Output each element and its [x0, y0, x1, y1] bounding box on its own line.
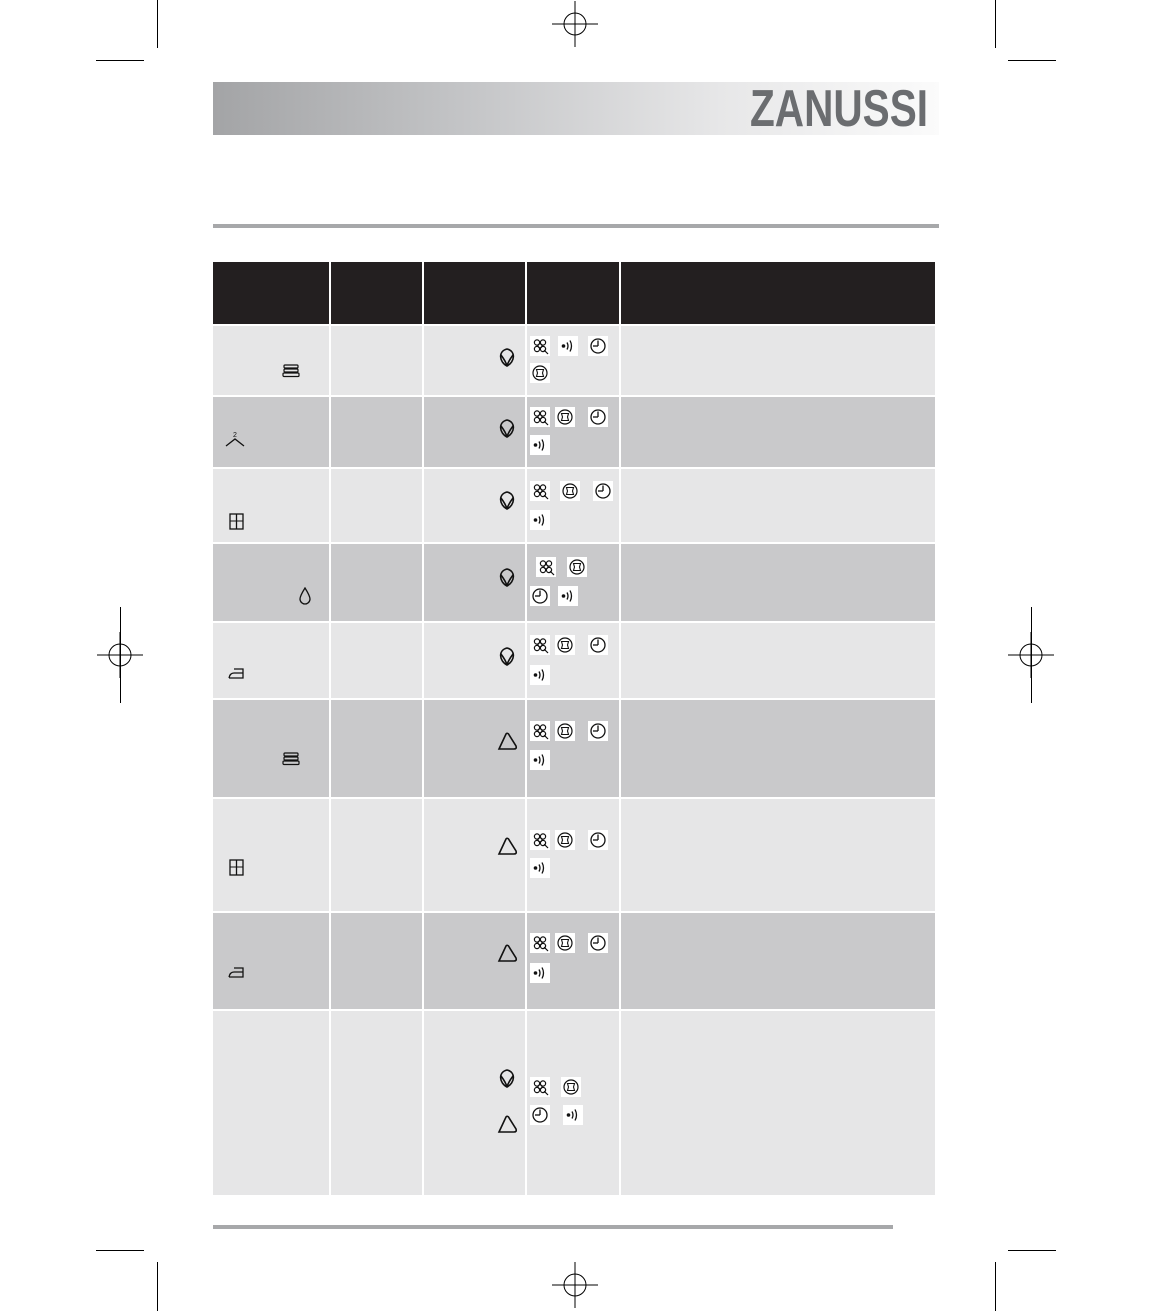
crop-mark-top-left-horizontal [96, 60, 144, 61]
cotton-flower-icon [496, 417, 518, 439]
table-cell-4 [527, 469, 619, 542]
table-cell-4 [527, 623, 619, 698]
delicate-icon [555, 933, 575, 953]
table-row [213, 623, 935, 698]
table-cell-3 [424, 623, 525, 698]
crop-mark-top-right-horizontal [1008, 60, 1056, 61]
table-cell-4 [527, 913, 619, 1009]
buzzer-icon [530, 510, 550, 530]
table-cell-1 [213, 544, 329, 621]
table-cell-3 [424, 326, 525, 395]
crop-mark-bottom-right-horizontal [1008, 1250, 1056, 1251]
table-row [213, 700, 935, 797]
table-row [213, 799, 935, 911]
synthetic-triangle-icon [496, 731, 518, 753]
table-cell-3 [424, 397, 525, 467]
delicate-icon [567, 557, 587, 577]
hanger-icon [224, 430, 246, 448]
table-header-row [213, 262, 935, 324]
timer-icon [588, 830, 608, 850]
table-cell-4 [527, 544, 619, 621]
iron-icon [227, 663, 245, 680]
table-cell-5 [621, 326, 935, 395]
table-cell-2 [331, 799, 422, 911]
table-cell-2 [331, 544, 422, 621]
table-row [213, 326, 935, 395]
table-row [213, 913, 935, 1009]
anti-crease-icon [530, 933, 550, 953]
table-cell-4 [527, 799, 619, 911]
synthetic-triangle-icon [496, 836, 518, 858]
crop-mark-top-left-vertical [157, 0, 158, 48]
registration-mark-bottom [552, 1262, 598, 1308]
timer-icon [588, 336, 608, 356]
timer-icon [588, 407, 608, 427]
timer-icon [530, 586, 550, 606]
table-cell-5 [621, 799, 935, 911]
buzzer-icon [530, 435, 550, 455]
anti-crease-icon [530, 635, 550, 655]
table-cell-1 [213, 913, 329, 1009]
buzzer-icon [558, 586, 578, 606]
drop-icon [299, 587, 311, 605]
delicate-icon [561, 1077, 581, 1097]
table-cell-5 [621, 544, 935, 621]
table-cell-2 [331, 1011, 422, 1195]
table-cell-3 [424, 700, 525, 797]
table-cell-5 [621, 469, 935, 542]
table-row [213, 469, 935, 542]
header-cell-4 [527, 262, 619, 324]
table-cell-5 [621, 397, 935, 467]
pile-of-linen-icon [282, 362, 300, 378]
table-cell-1 [213, 397, 329, 467]
table-cell-2 [331, 397, 422, 467]
registration-mark-top [552, 1, 598, 47]
timer-icon [530, 1105, 550, 1125]
crop-mark-top-right-vertical [995, 0, 996, 48]
header-cell-5 [621, 262, 935, 324]
svg-text:2: 2 [233, 432, 237, 439]
table-cell-3 [424, 799, 525, 911]
table-cell-5 [621, 913, 935, 1009]
cotton-flower-icon [496, 489, 518, 511]
table-row [213, 1011, 935, 1195]
buzzer-icon [530, 858, 550, 878]
synthetic-triangle-icon [496, 943, 518, 965]
table-cell-2 [331, 623, 422, 698]
brand-logo: ZANUSSI [750, 80, 929, 138]
anti-crease-icon [530, 1077, 550, 1097]
table-cell-1 [213, 700, 329, 797]
anti-crease-icon [530, 830, 550, 850]
synthetic-triangle-icon [496, 1114, 518, 1136]
table-cell-4 [527, 326, 619, 395]
buzzer-icon [530, 665, 550, 685]
table-cell-2 [331, 700, 422, 797]
anti-crease-icon [530, 407, 550, 427]
header-cell-3 [424, 262, 525, 324]
delicate-icon [555, 830, 575, 850]
table-cell-3 [424, 544, 525, 621]
table-cell-4 [527, 1011, 619, 1195]
section-rule [213, 224, 939, 228]
cotton-flower-icon [496, 346, 518, 368]
registration-mark-left-vertical [120, 607, 121, 703]
table-cell-5 [621, 700, 935, 797]
crop-mark-bottom-left-vertical [157, 1262, 158, 1311]
buzzer-icon [530, 963, 550, 983]
table-cell-3 [424, 913, 525, 1009]
buzzer-icon [558, 336, 578, 356]
table-row [213, 544, 935, 621]
anti-crease-icon [530, 336, 550, 356]
table-cell-1 [213, 799, 329, 911]
iron-icon [227, 962, 245, 979]
delicate-icon [530, 363, 550, 383]
table-cell-4 [527, 700, 619, 797]
table-cell-2 [331, 469, 422, 542]
table-cell-3 [424, 469, 525, 542]
timer-icon [588, 721, 608, 741]
anti-crease-icon [530, 721, 550, 741]
wardrobe-icon [228, 512, 245, 531]
wardrobe-icon [228, 858, 245, 877]
crop-mark-bottom-left-horizontal [96, 1250, 144, 1251]
table-cell-2 [331, 913, 422, 1009]
table-cell-1 [213, 623, 329, 698]
table-cell-2 [331, 326, 422, 395]
header-cell-1 [213, 262, 329, 324]
timer-icon [588, 635, 608, 655]
table-row [213, 397, 935, 467]
buzzer-icon [530, 750, 550, 770]
table-cell-1 [213, 326, 329, 395]
table-cell-1 [213, 1011, 329, 1195]
registration-mark-right-vertical [1031, 607, 1032, 703]
footer-rule [213, 1225, 893, 1229]
delicate-icon [555, 635, 575, 655]
table-cell-5 [621, 1011, 935, 1195]
table-cell-5 [621, 623, 935, 698]
timer-icon [588, 933, 608, 953]
crop-mark-bottom-right-vertical [995, 1262, 996, 1311]
cotton-flower-icon [496, 645, 518, 667]
delicate-icon [555, 407, 575, 427]
timer-icon [593, 481, 613, 501]
table-cell-1 [213, 469, 329, 542]
delicate-icon [555, 721, 575, 741]
cotton-flower-icon [496, 1067, 518, 1089]
pile-of-linen-icon [282, 750, 300, 766]
cotton-flower-icon [496, 566, 518, 588]
header-cell-2 [331, 262, 422, 324]
anti-crease-icon [530, 481, 550, 501]
table-cell-4 [527, 397, 619, 467]
anti-crease-icon [536, 557, 556, 577]
buzzer-icon [563, 1105, 583, 1125]
table-cell-3 [424, 1011, 525, 1195]
delicate-icon [560, 481, 580, 501]
